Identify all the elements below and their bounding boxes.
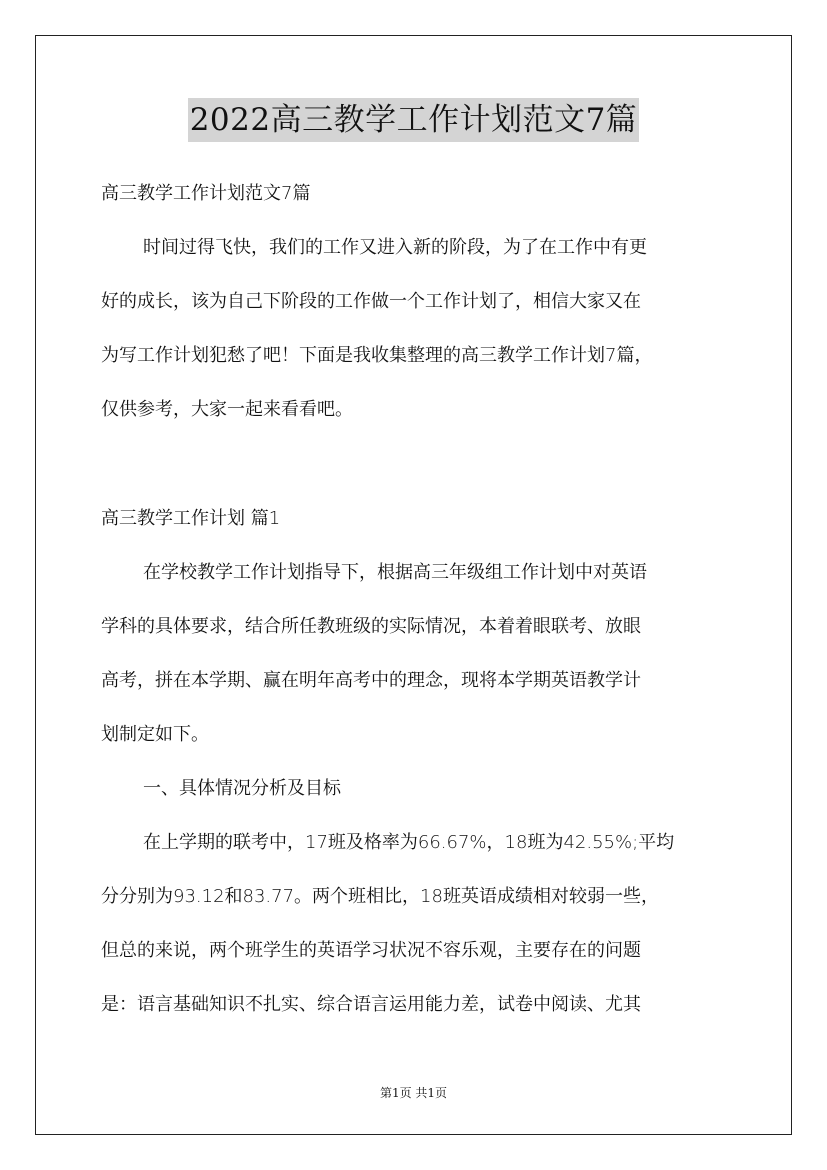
page-footer: 第1页 共1页 bbox=[379, 1086, 448, 1100]
document-subtitle: 高三教学工作计划范文7篇 bbox=[101, 183, 311, 204]
intro-line: 为写工作计划犯愁了吧！下面是我收集整理的高三教学工作计划7篇， bbox=[101, 345, 653, 366]
intro-line: 好的成长，该为自己下阶段的工作做一个工作计划了，相信大家又在 bbox=[101, 291, 641, 312]
analysis-line: 在上学期的联考中，17班及格率为66.67%，18班为42.55%;平均 bbox=[143, 832, 675, 853]
section-line: 在学校教学工作计划指导下，根据高三年级组工作计划中对英语 bbox=[143, 562, 647, 583]
intro-line: 时间过得飞快，我们的工作又进入新的阶段，为了在工作中有更 bbox=[143, 237, 647, 258]
analysis-line: 但总的来说，两个班学生的英语学习状况不容乐观，主要存在的问题 bbox=[101, 940, 641, 961]
section-heading: 高三教学工作计划 篇1 bbox=[101, 508, 281, 529]
analysis-line: 是：语言基础知识不扎实、综合语言运用能力差，试卷中阅读、尤其 bbox=[101, 994, 641, 1015]
subheading: 一、具体情况分析及目标 bbox=[143, 778, 341, 799]
intro-line: 仅供参考，大家一起来看看吧。 bbox=[101, 399, 353, 420]
section-line: 学科的具体要求，结合所任教班级的实际情况，本着着眼联考、放眼 bbox=[101, 616, 641, 637]
analysis-line: 分分别为93.12和83.77。两个班相比，18班英语成绩相对较弱一些， bbox=[101, 886, 659, 907]
section-line: 划制定如下。 bbox=[101, 724, 209, 745]
document-title: 2022高三教学工作计划范文7篇 bbox=[188, 98, 640, 142]
section-line: 高考，拼在本学期、赢在明年高考中的理念，现将本学期英语教学计 bbox=[101, 670, 641, 691]
